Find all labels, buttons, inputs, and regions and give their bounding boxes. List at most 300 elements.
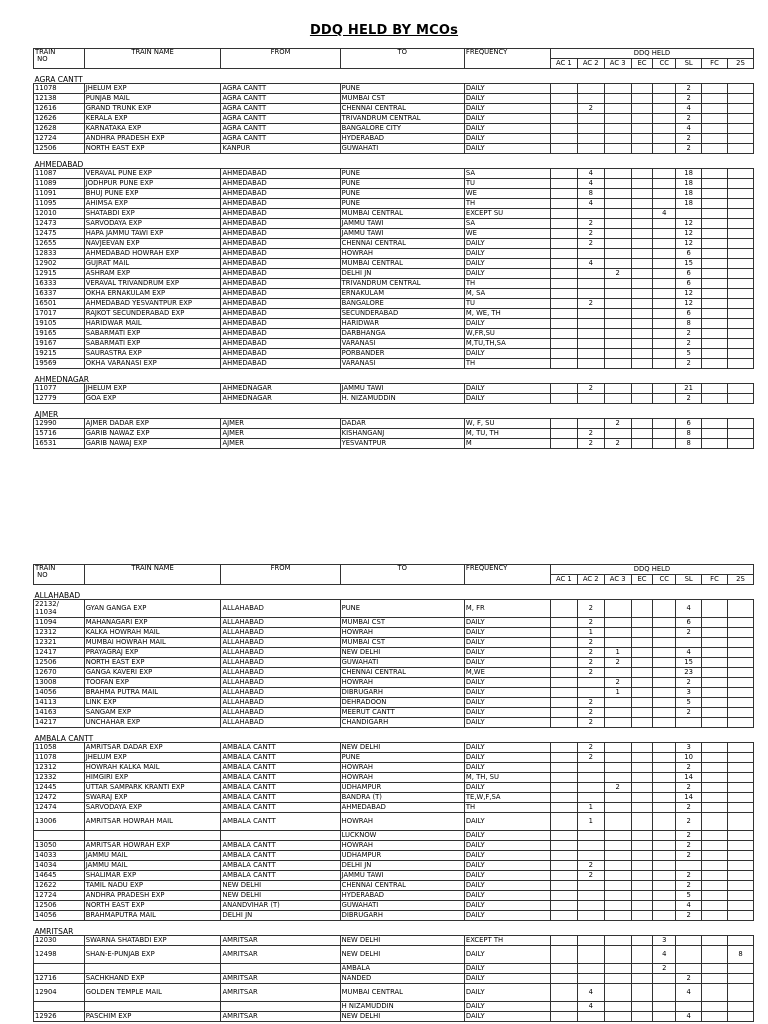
from-station: AMBALA CANTT xyxy=(221,841,340,851)
station-heading xyxy=(34,404,754,419)
class-quota: 4 xyxy=(676,104,702,114)
col-header-class: CC xyxy=(653,59,676,69)
train-no: 16531 xyxy=(34,439,85,449)
class-quota xyxy=(702,688,728,698)
class-quota xyxy=(653,793,676,803)
table-row xyxy=(34,688,754,698)
from-station: AHMEDABAD xyxy=(221,239,340,249)
from-station: AHMEDABAD xyxy=(221,319,340,329)
class-quota xyxy=(604,104,631,114)
train-no: 12473 xyxy=(34,219,85,229)
to-station: NEW DELHI xyxy=(340,936,464,946)
from-station: NEW DELHI xyxy=(221,891,340,901)
class-quota xyxy=(702,773,728,783)
table-row xyxy=(34,219,754,229)
train-name: ANDHRA PRADESH EXP xyxy=(84,891,221,901)
from-station: NEW DELHI xyxy=(221,881,340,891)
class-quota: 4 xyxy=(577,1002,604,1012)
table-row xyxy=(34,861,754,871)
frequency: DAILY xyxy=(464,881,550,891)
table-row xyxy=(34,678,754,688)
train-name: GUJRAT MAIL xyxy=(84,259,221,269)
class-quota: 6 xyxy=(676,249,702,259)
class-quota xyxy=(653,688,676,698)
frequency: M, TH, SU xyxy=(464,773,550,783)
class-quota: 4 xyxy=(577,179,604,189)
train-no: 11078 xyxy=(34,753,85,763)
class-quota xyxy=(631,638,653,648)
class-quota xyxy=(727,1002,753,1012)
frequency: DAILY xyxy=(464,718,550,728)
class-quota xyxy=(653,658,676,668)
class-quota xyxy=(727,114,753,124)
train-no: 12926 xyxy=(34,1012,85,1022)
ddq-table-1 xyxy=(33,48,754,449)
from-station: AHMEDABAD xyxy=(221,179,340,189)
class-quota xyxy=(702,319,728,329)
class-quota: 2 xyxy=(676,974,702,984)
from-station xyxy=(221,1002,340,1012)
train-name: ANDHRA PRADESH EXP xyxy=(84,134,221,144)
ddq-table-2 xyxy=(33,564,754,1022)
from-station: AMRITSAR xyxy=(221,984,340,1002)
class-quota xyxy=(702,349,728,359)
table-row xyxy=(34,144,754,154)
class-quota xyxy=(727,743,753,753)
to-station: NEW DELHI xyxy=(340,1012,464,1022)
train-name: VERAVAL PUNE EXP xyxy=(84,169,221,179)
class-quota xyxy=(631,189,653,199)
class-quota xyxy=(653,349,676,359)
to-station: GUWAHATI xyxy=(340,658,464,668)
to-station: BANDRA (T) xyxy=(340,793,464,803)
class-quota xyxy=(727,299,753,309)
class-quota xyxy=(653,901,676,911)
class-quota xyxy=(577,349,604,359)
class-quota xyxy=(702,84,728,94)
class-quota: 2 xyxy=(604,439,631,449)
table-row xyxy=(34,871,754,881)
class-quota: 4 xyxy=(653,209,676,219)
class-quota xyxy=(631,871,653,881)
train-name: SARVODAYA EXP xyxy=(84,803,221,813)
class-quota xyxy=(702,628,728,638)
class-quota xyxy=(550,984,577,1002)
from-station: AMBALA CANTT xyxy=(221,813,340,831)
class-quota: 6 xyxy=(676,618,702,628)
class-quota xyxy=(653,974,676,984)
frequency: DAILY xyxy=(464,394,550,404)
class-quota xyxy=(631,984,653,1002)
class-quota xyxy=(653,419,676,429)
to-station: PUNE xyxy=(340,169,464,179)
class-quota: 2 xyxy=(676,394,702,404)
class-quota xyxy=(727,124,753,134)
class-quota: 4 xyxy=(676,1012,702,1022)
class-quota xyxy=(702,881,728,891)
class-quota xyxy=(702,94,728,104)
class-quota xyxy=(550,309,577,319)
from-station: AHMEDABAD xyxy=(221,269,340,279)
station-name: ALLAHABAD xyxy=(34,590,81,600)
to-station: GUWAHATI xyxy=(340,901,464,911)
train-no: 12506 xyxy=(34,144,85,154)
train-name: AMRITSAR HOWRAH MAIL xyxy=(84,813,221,831)
class-quota xyxy=(577,901,604,911)
table-row xyxy=(34,249,754,259)
train-name: HAPA JAMMU TAWI EXP xyxy=(84,229,221,239)
class-quota: 2 xyxy=(577,618,604,628)
col-header-class: FC xyxy=(702,59,728,69)
table-row xyxy=(34,1012,754,1022)
to-station: MUMBAI CENTRAL xyxy=(340,209,464,219)
class-quota: 4 xyxy=(676,600,702,618)
class-quota: 2 xyxy=(676,841,702,851)
to-station: HARIDWAR xyxy=(340,319,464,329)
table-row xyxy=(34,964,754,974)
frequency: M, FR xyxy=(464,600,550,618)
table-row xyxy=(34,783,754,793)
class-quota xyxy=(653,911,676,921)
to-station: PUNE xyxy=(340,189,464,199)
col-header-ddq-held: DDQ HELD xyxy=(550,49,753,59)
class-quota xyxy=(604,861,631,871)
class-quota xyxy=(550,974,577,984)
train-no: 19167 xyxy=(34,339,85,349)
train-name: GOA EXP xyxy=(84,394,221,404)
station-row xyxy=(34,921,754,936)
from-station: AHMEDABAD xyxy=(221,249,340,259)
class-quota: 2 xyxy=(577,638,604,648)
train-name: SHALIMAR EXP xyxy=(84,871,221,881)
class-quota xyxy=(550,831,577,841)
class-quota: 1 xyxy=(604,648,631,658)
to-station: PUNE xyxy=(340,753,464,763)
class-quota xyxy=(727,688,753,698)
class-quota xyxy=(653,429,676,439)
train-no: 12990 xyxy=(34,419,85,429)
class-quota xyxy=(604,249,631,259)
class-quota xyxy=(577,94,604,104)
class-quota xyxy=(727,144,753,154)
class-quota xyxy=(631,439,653,449)
from-station: AMRITSAR xyxy=(221,1012,340,1022)
class-quota: 2 xyxy=(676,359,702,369)
class-quota xyxy=(631,861,653,871)
class-quota xyxy=(727,668,753,678)
class-quota xyxy=(577,134,604,144)
class-quota xyxy=(550,964,577,974)
class-quota xyxy=(577,279,604,289)
from-station: AHMEDABAD xyxy=(221,299,340,309)
train-name: HOWRAH KALKA MAIL xyxy=(84,763,221,773)
class-quota xyxy=(727,169,753,179)
train-no: 19569 xyxy=(34,359,85,369)
class-quota: 8 xyxy=(676,429,702,439)
col-header-from: FROM xyxy=(221,565,340,585)
class-quota: 18 xyxy=(676,169,702,179)
class-quota xyxy=(631,678,653,688)
train-name: UTTAR SAMPARK KRANTI EXP xyxy=(84,783,221,793)
frequency: TU xyxy=(464,179,550,189)
class-quota xyxy=(727,600,753,618)
train-name: LINK EXP xyxy=(84,698,221,708)
class-quota xyxy=(550,861,577,871)
frequency: DAILY xyxy=(464,269,550,279)
class-quota xyxy=(653,309,676,319)
class-quota: 2 xyxy=(604,678,631,688)
frequency: DAILY xyxy=(464,124,550,134)
table-row xyxy=(34,279,754,289)
class-quota xyxy=(653,104,676,114)
class-quota: 2 xyxy=(653,964,676,974)
from-station: ALLAHABAD xyxy=(221,668,340,678)
to-station: VARANASI xyxy=(340,339,464,349)
table-row xyxy=(34,911,754,921)
class-quota xyxy=(653,279,676,289)
train-name: SHATABDI EXP xyxy=(84,209,221,219)
class-quota xyxy=(653,1002,676,1012)
to-station: CHENNAI CENTRAL xyxy=(340,881,464,891)
to-station: BANGALORE CITY xyxy=(340,124,464,134)
from-station: AMBALA CANTT xyxy=(221,753,340,763)
class-quota xyxy=(676,936,702,946)
train-no: 13006 xyxy=(34,813,85,831)
class-quota xyxy=(577,688,604,698)
class-quota xyxy=(631,946,653,964)
class-quota xyxy=(550,638,577,648)
page-title: DDQ HELD BY MCOs xyxy=(309,23,459,38)
class-quota xyxy=(702,309,728,319)
class-quota xyxy=(727,871,753,881)
class-quota xyxy=(702,600,728,618)
class-quota xyxy=(604,189,631,199)
class-quota xyxy=(631,229,653,239)
to-station: CHENNAI CENTRAL xyxy=(340,239,464,249)
class-quota xyxy=(653,289,676,299)
from-station: AMBALA CANTT xyxy=(221,743,340,753)
class-quota xyxy=(604,871,631,881)
table-row xyxy=(34,831,754,841)
class-quota xyxy=(604,339,631,349)
train-name: AMRITSAR DADAR EXP xyxy=(84,743,221,753)
class-quota: 2 xyxy=(577,104,604,114)
class-quota: 6 xyxy=(676,279,702,289)
class-quota xyxy=(727,94,753,104)
frequency: TH xyxy=(464,803,550,813)
train-name: SABARMATI EXP xyxy=(84,329,221,339)
class-quota: 2 xyxy=(676,678,702,688)
frequency: DAILY xyxy=(464,638,550,648)
class-quota xyxy=(550,803,577,813)
frequency: DAILY xyxy=(464,851,550,861)
class-quota xyxy=(604,84,631,94)
frequency: DAILY xyxy=(464,1012,550,1022)
table-row xyxy=(34,229,754,239)
class-quota xyxy=(550,144,577,154)
class-quota xyxy=(550,239,577,249)
station-heading xyxy=(34,154,754,169)
to-station: MUMBAI CENTRAL xyxy=(340,984,464,1002)
class-quota xyxy=(653,881,676,891)
class-quota xyxy=(550,394,577,404)
col-header-class: EC xyxy=(631,575,653,585)
class-quota xyxy=(702,124,728,134)
to-station: DELHI JN xyxy=(340,269,464,279)
to-station: DIBRUGARH xyxy=(340,911,464,921)
col-header-train-name: TRAIN NAME xyxy=(84,565,221,585)
train-no: 12616 xyxy=(34,104,85,114)
col-header-class: FC xyxy=(702,575,728,585)
class-quota xyxy=(631,209,653,219)
station-row xyxy=(34,369,754,384)
from-station: AGRA CANTT xyxy=(221,94,340,104)
frequency: DAILY xyxy=(464,104,550,114)
class-quota xyxy=(653,114,676,124)
class-quota: 4 xyxy=(676,124,702,134)
table-row xyxy=(34,841,754,851)
class-quota xyxy=(631,753,653,763)
train-no: 22132/ 11034 xyxy=(34,600,85,618)
class-quota xyxy=(653,359,676,369)
table-row xyxy=(34,718,754,728)
class-quota xyxy=(550,1002,577,1012)
class-quota xyxy=(702,946,728,964)
class-quota xyxy=(702,269,728,279)
class-quota xyxy=(727,678,753,688)
class-quota xyxy=(727,239,753,249)
class-quota xyxy=(727,209,753,219)
class-quota: 2 xyxy=(676,144,702,154)
table-row xyxy=(34,628,754,638)
frequency: DAILY xyxy=(464,901,550,911)
class-quota xyxy=(604,289,631,299)
from-station: ALLAHABAD xyxy=(221,600,340,618)
train-no: 12833 xyxy=(34,249,85,259)
from-station: AGRA CANTT xyxy=(221,104,340,114)
class-quota xyxy=(727,249,753,259)
class-quota xyxy=(702,763,728,773)
train-no: 12628 xyxy=(34,124,85,134)
class-quota xyxy=(631,743,653,753)
class-quota xyxy=(577,394,604,404)
class-quota xyxy=(631,114,653,124)
class-quota: 2 xyxy=(604,658,631,668)
train-name: GRAND TRUNK EXP xyxy=(84,104,221,114)
class-quota xyxy=(550,813,577,831)
from-station: ALLAHABAD xyxy=(221,628,340,638)
from-station xyxy=(221,964,340,974)
class-quota xyxy=(604,901,631,911)
to-station: HOWRAH xyxy=(340,763,464,773)
from-station: AHMEDABAD xyxy=(221,309,340,319)
table-row xyxy=(34,743,754,753)
train-name: TOOFAN EXP xyxy=(84,678,221,688)
class-quota: 2 xyxy=(676,763,702,773)
frequency: DAILY xyxy=(464,911,550,921)
class-quota xyxy=(727,349,753,359)
from-station: AMBALA CANTT xyxy=(221,783,340,793)
class-quota xyxy=(604,708,631,718)
train-name: PRAYAGRAJ EXP xyxy=(84,648,221,658)
class-quota xyxy=(550,329,577,339)
train-no: 19105 xyxy=(34,319,85,329)
class-quota xyxy=(727,813,753,831)
table-row xyxy=(34,104,754,114)
train-name: PUNJAB MAIL xyxy=(84,94,221,104)
class-quota: 2 xyxy=(577,439,604,449)
class-quota: 2 xyxy=(577,743,604,753)
class-quota: 21 xyxy=(676,384,702,394)
table-row xyxy=(34,209,754,219)
from-station: ALLAHABAD xyxy=(221,678,340,688)
class-quota: 1 xyxy=(577,813,604,831)
frequency: TH xyxy=(464,199,550,209)
class-quota xyxy=(653,618,676,628)
class-quota xyxy=(653,813,676,831)
class-quota xyxy=(577,329,604,339)
class-quota xyxy=(631,1002,653,1012)
train-name: PASCHIM EXP xyxy=(84,1012,221,1022)
frequency: DAILY xyxy=(464,259,550,269)
to-station: NEW DELHI xyxy=(340,743,464,753)
frequency: DAILY xyxy=(464,384,550,394)
frequency: TE,W,F,SA xyxy=(464,793,550,803)
train-no: 16337 xyxy=(34,289,85,299)
class-quota xyxy=(727,936,753,946)
table-row xyxy=(34,199,754,209)
class-quota xyxy=(604,638,631,648)
table-row xyxy=(34,349,754,359)
class-quota xyxy=(702,339,728,349)
class-quota xyxy=(550,419,577,429)
class-quota xyxy=(727,984,753,1002)
class-quota xyxy=(727,229,753,239)
class-quota xyxy=(631,199,653,209)
class-quota xyxy=(653,871,676,881)
class-quota xyxy=(702,144,728,154)
table-row xyxy=(34,936,754,946)
from-station: AHMEDABAD xyxy=(221,209,340,219)
class-quota xyxy=(577,269,604,279)
table-row xyxy=(34,851,754,861)
col-header-train-name: TRAIN NAME xyxy=(84,49,221,69)
col-header-to: TO xyxy=(340,565,464,585)
col-header-train-no: TRAIN NO xyxy=(34,565,85,585)
frequency: DAILY xyxy=(464,861,550,871)
class-quota xyxy=(727,708,753,718)
train-no: 12417 xyxy=(34,648,85,658)
class-quota xyxy=(604,841,631,851)
class-quota: 12 xyxy=(676,229,702,239)
class-quota xyxy=(577,289,604,299)
class-quota: 14 xyxy=(676,773,702,783)
frequency: DAILY xyxy=(464,688,550,698)
class-quota xyxy=(727,648,753,658)
table-row xyxy=(34,891,754,901)
train-no: 11078 xyxy=(34,84,85,94)
station-name: AHMEDABAD xyxy=(34,159,84,169)
train-no: 12902 xyxy=(34,259,85,269)
class-quota xyxy=(604,891,631,901)
to-station: LUCKNOW xyxy=(340,831,464,841)
to-station: TRIVANDRUM CENTRAL xyxy=(340,114,464,124)
train-name: JHELUM EXP xyxy=(84,753,221,763)
col-header-train-no: TRAIN NO xyxy=(34,49,85,69)
class-quota xyxy=(577,419,604,429)
class-quota xyxy=(631,668,653,678)
frequency: DAILY xyxy=(464,831,550,841)
